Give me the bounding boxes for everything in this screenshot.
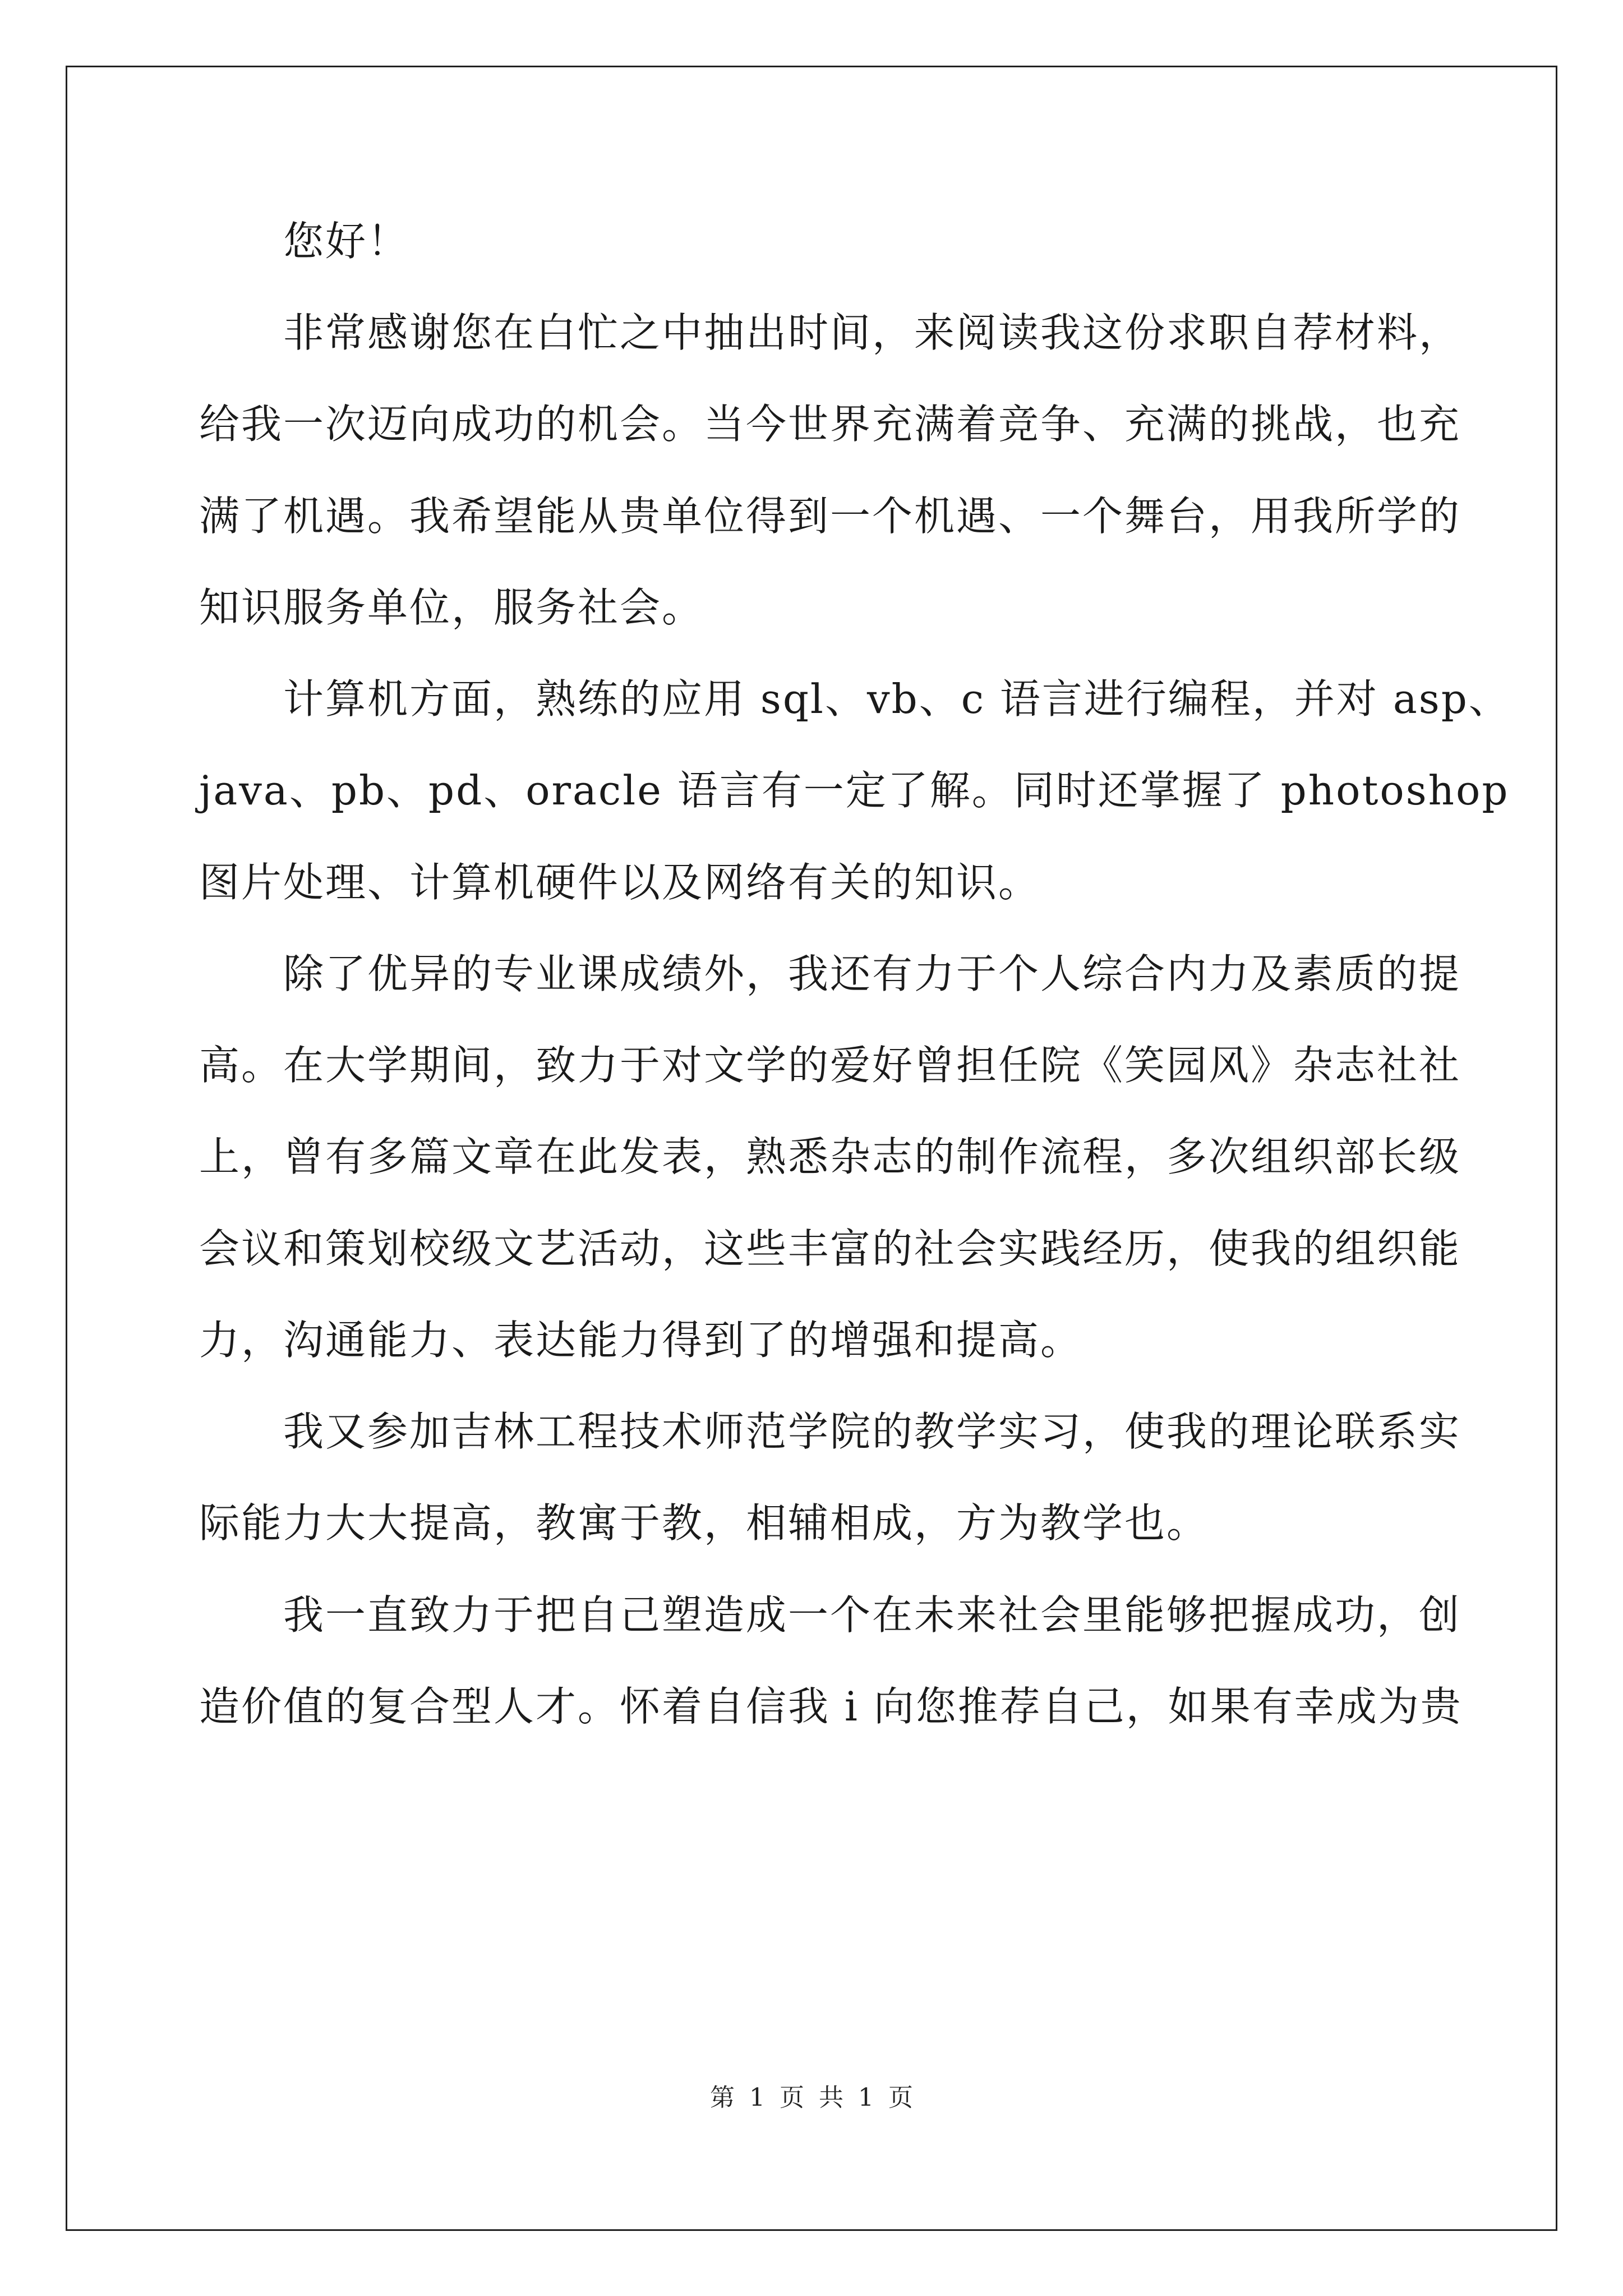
paragraph-line: 我又参加吉林工程技术师范学院的教学实习，使我的理论联系实: [283, 1408, 1461, 1455]
paragraph-line: 计算机方面，熟练的应用 sql、vb、c 语言进行编程，并对 asp、: [283, 675, 1511, 723]
paragraph-line: 给我一次迈向成功的机会。当今世界充满着竞争、充满的挑战，也充: [199, 401, 1461, 448]
paragraph-line: 高。在大学期间，致力于对文学的爱好曾担任院《笑园风》杂志社社: [199, 1042, 1461, 1089]
paragraph-line: 知识服务单位，服务社会。: [199, 584, 704, 631]
paragraph-line: java、pb、pd、oracle 语言有一定了解。同时还掌握了 photoshop: [199, 767, 1510, 814]
paragraph-line: 我一直致力于把自己塑造成一个在未来社会里能够把握成功，创: [283, 1591, 1461, 1639]
page-footer: 第 1 页 共 1 页: [710, 2083, 913, 2112]
paragraph-line: 上，曾有多篇文章在此发表，熟悉杂志的制作流程，多次组织部长级: [199, 1133, 1461, 1180]
paragraph-line: 图片处理、计算机硬件以及网络有关的知识。: [199, 859, 1041, 906]
greeting-line: 您好！: [283, 218, 410, 265]
paragraph-line: 除了优异的专业课成绩外，我还有力于个人综合内力及素质的提: [283, 950, 1461, 997]
paragraph-line: 际能力大大提高，教寓于教，相辅相成，方为教学也。: [199, 1499, 1209, 1547]
paragraph-line: 造价值的复合型人才。怀着自信我 i 向您推荐自己，如果有幸成为贵: [199, 1683, 1463, 1730]
paragraph-line: 满了机遇。我希望能从贵单位得到一个机遇、一个舞台，用我所学的: [199, 493, 1461, 540]
paragraph-line: 非常感谢您在白忙之中抽出时间，来阅读我这份求职自荐材料，: [283, 309, 1461, 356]
paragraph-line: 会议和策划校级文艺活动，这些丰富的社会实践经历，使我的组织能: [199, 1225, 1461, 1272]
paragraph-line: 力，沟通能力、表达能力得到了的增强和提高。: [199, 1317, 1083, 1364]
